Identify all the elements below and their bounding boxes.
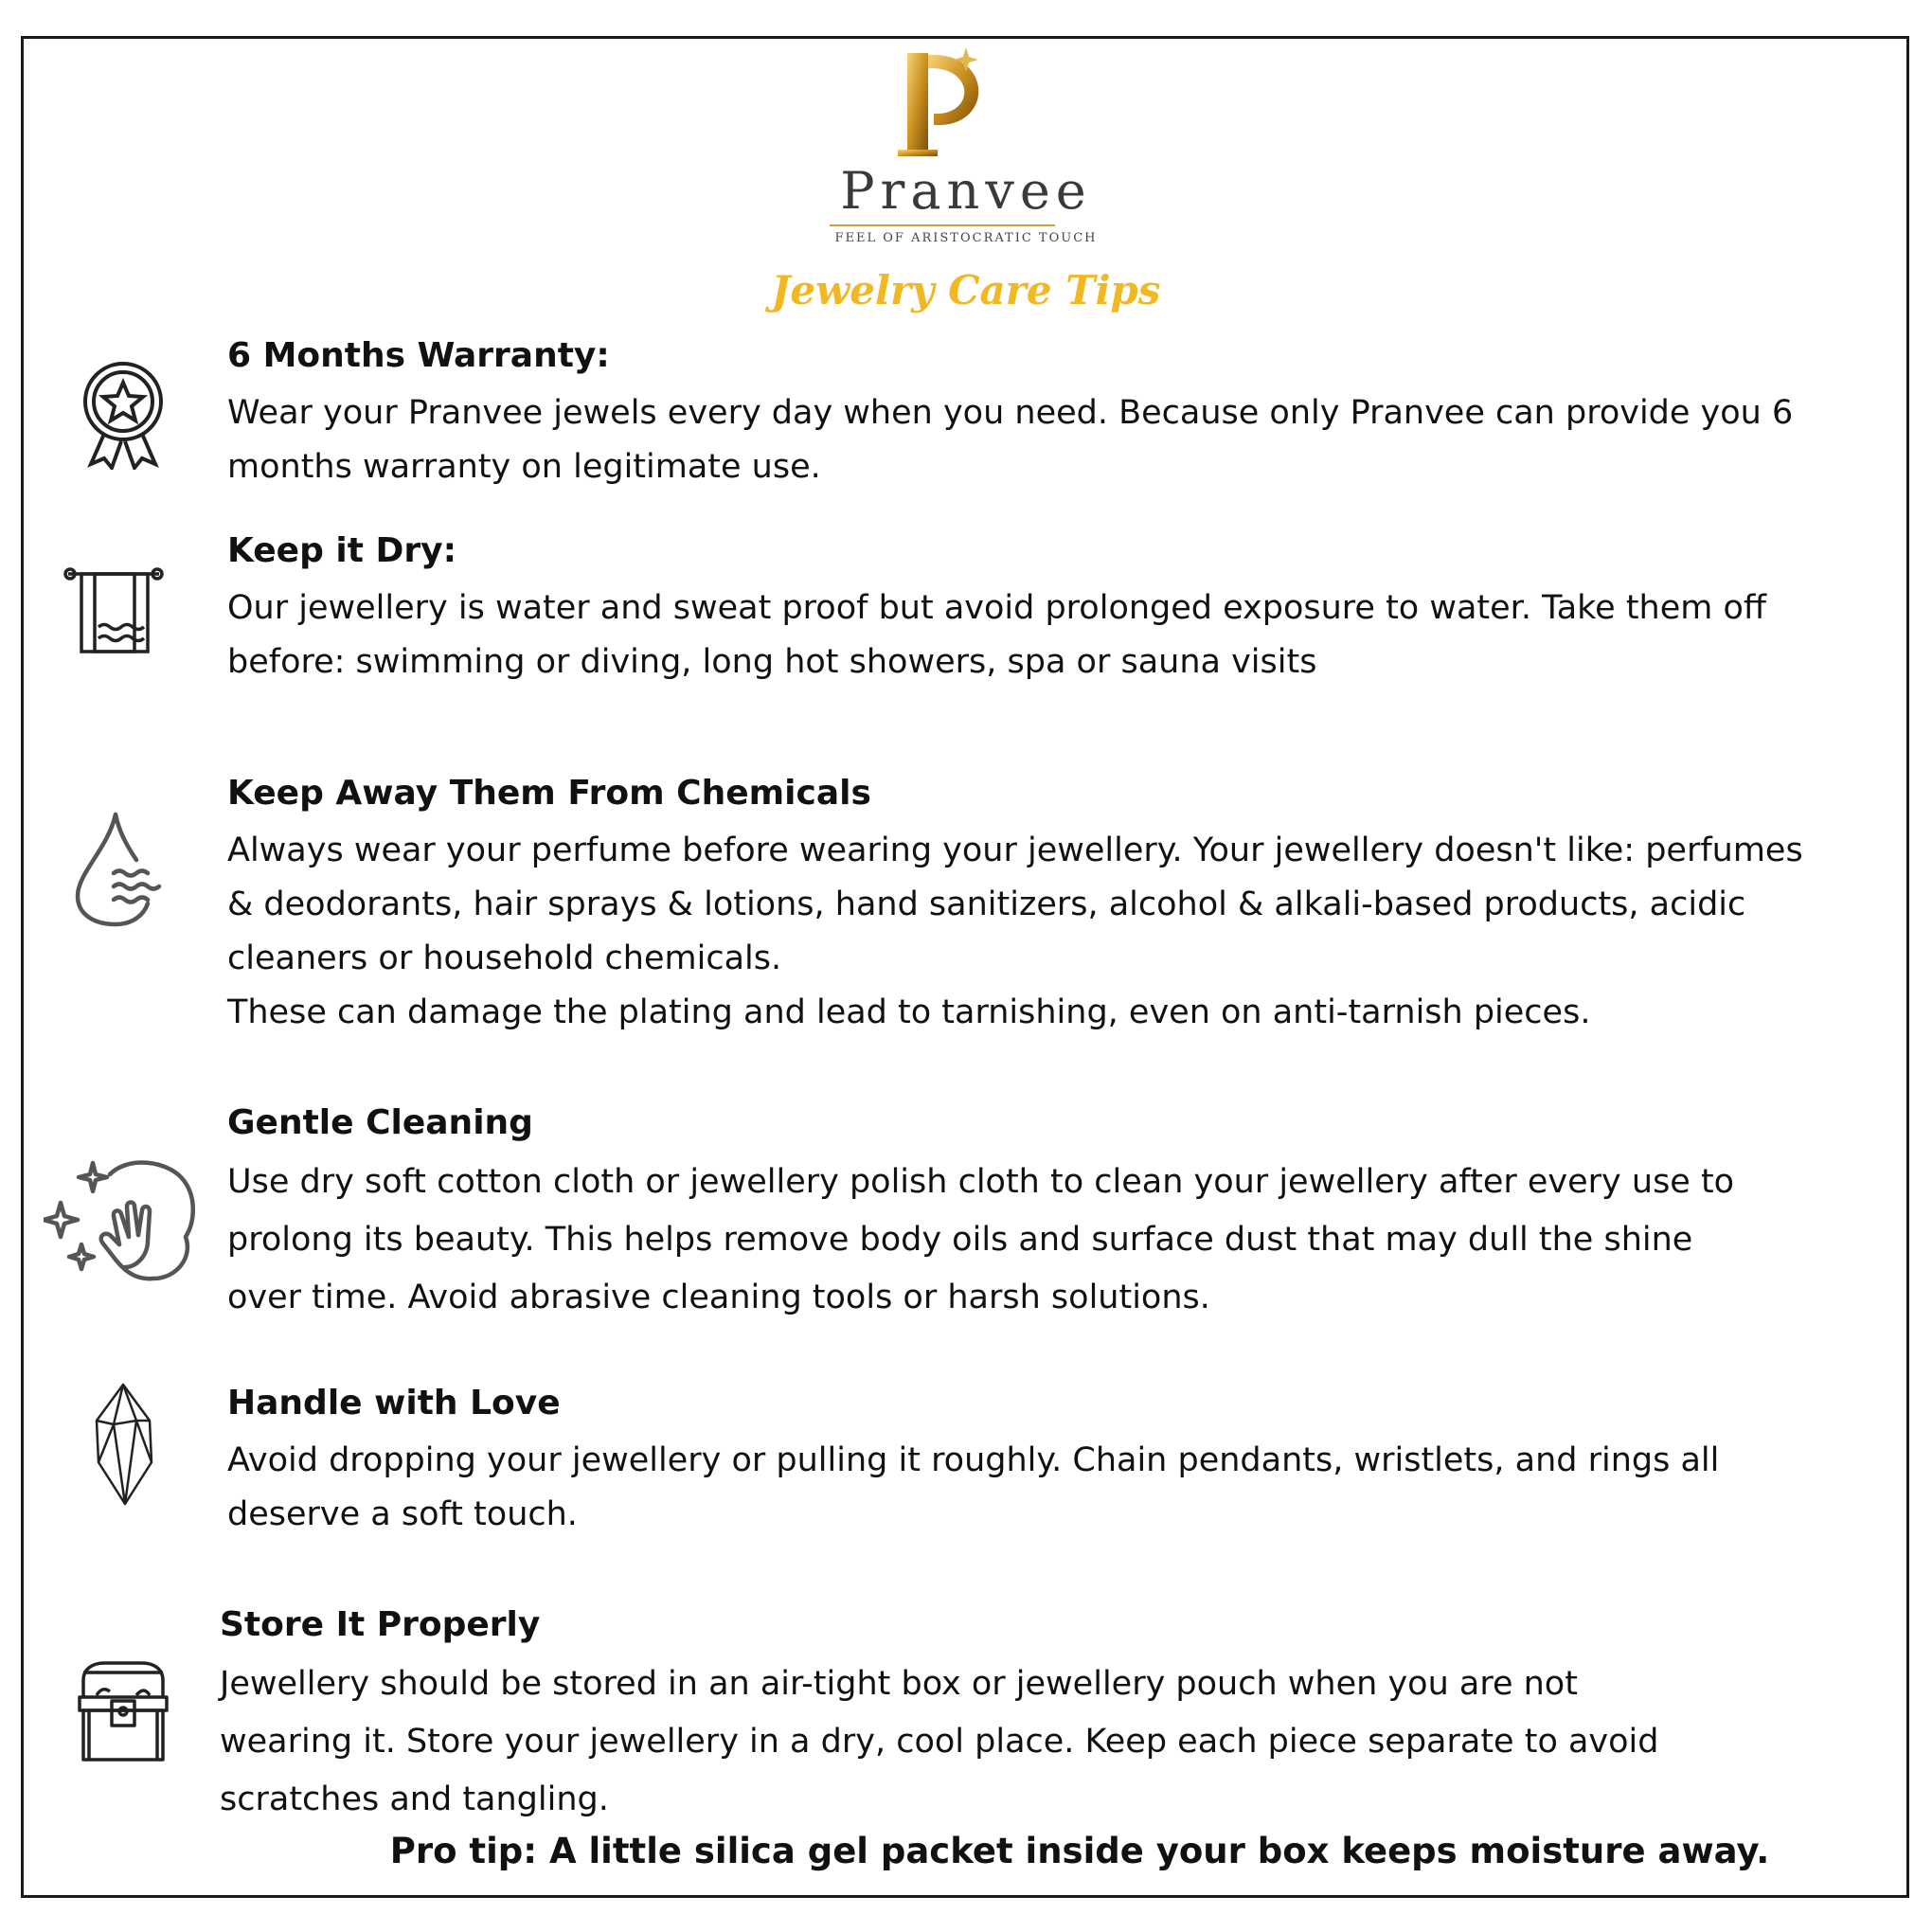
section-keep-dry <box>227 528 1894 689</box>
treasure-chest-icon <box>78 1659 169 1763</box>
towel-rack-icon <box>63 564 165 655</box>
section-heading: Handle with Love <box>227 1384 561 1422</box>
brand-name: Pranvee <box>840 161 1092 221</box>
section-body: Wear your Pranvee jewels every day when you need. Because only Pranvee can provide you 6 months warranty on legitimate use. <box>227 394 1794 486</box>
section-body: Avoid dropping your jewellery or pulling it roughly. Chain pendants, wristlets, and rings all deserve a soft touch. <box>227 1441 1720 1533</box>
section-handle-with-love <box>227 1381 1894 1542</box>
pro-tip: Pro tip: A little silica gel packet inside your box keeps moisture away. <box>389 1831 1770 1871</box>
brand-divider <box>830 224 1055 226</box>
section-warranty <box>227 333 1894 494</box>
section-heading: Gentle Cleaning <box>227 1103 533 1142</box>
hand-wipe-sparkle-icon <box>44 1146 195 1288</box>
page-title: Jewelry Care Tips <box>771 267 1161 313</box>
brand-tagline: FEEL OF ARISTOCRATIC TOUCH <box>834 231 1098 245</box>
section-gentle-cleaning <box>227 1100 1932 1327</box>
section-heading: Keep it Dry: <box>227 531 456 570</box>
section-body: Jewellery should be stored in an air-tight box or jewellery pouch when you are not wearing it. Store your jewellery in a dry, cool place. Keep each piece separate to avoid scratches and tangling. <box>220 1665 1659 1818</box>
award-ribbon-icon <box>80 358 167 470</box>
section-body: Use dry soft cotton cloth or jewellery polish cloth to clean your jewellery after every use to prolong its beauty. This helps remove body oils and surface dust that may dull the shine over time. Avoid abrasive cleaning tools or harsh solutions. <box>227 1163 1735 1316</box>
section-chemicals <box>227 771 1894 1040</box>
chemical-drop-icon <box>74 811 172 928</box>
section-heading: Keep Away Them From Chemicals <box>227 774 871 813</box>
section-store-properly <box>220 1602 1887 1829</box>
section-body: Our jewellery is water and sweat proof but avoid prolonged exposure to water. Take them off before: swimming or diving, long hot showers, spa or sauna visits <box>227 589 1767 681</box>
crystal-gem-icon <box>95 1383 155 1506</box>
section-body: Always wear your perfume before wearing your jewellery. Your jewellery doesn't like: perfumes & deodorants, hair sprays & lotions, hand sanitizers, alcohol & alkali-based products, acidic cleaners or household chemicals. These can damage the plating and lead to tarnishing, even on anti-tarnish pieces. <box>227 832 1803 1031</box>
section-heading: Store It Properly <box>220 1605 541 1644</box>
section-heading: 6 Months Warranty: <box>227 336 610 375</box>
